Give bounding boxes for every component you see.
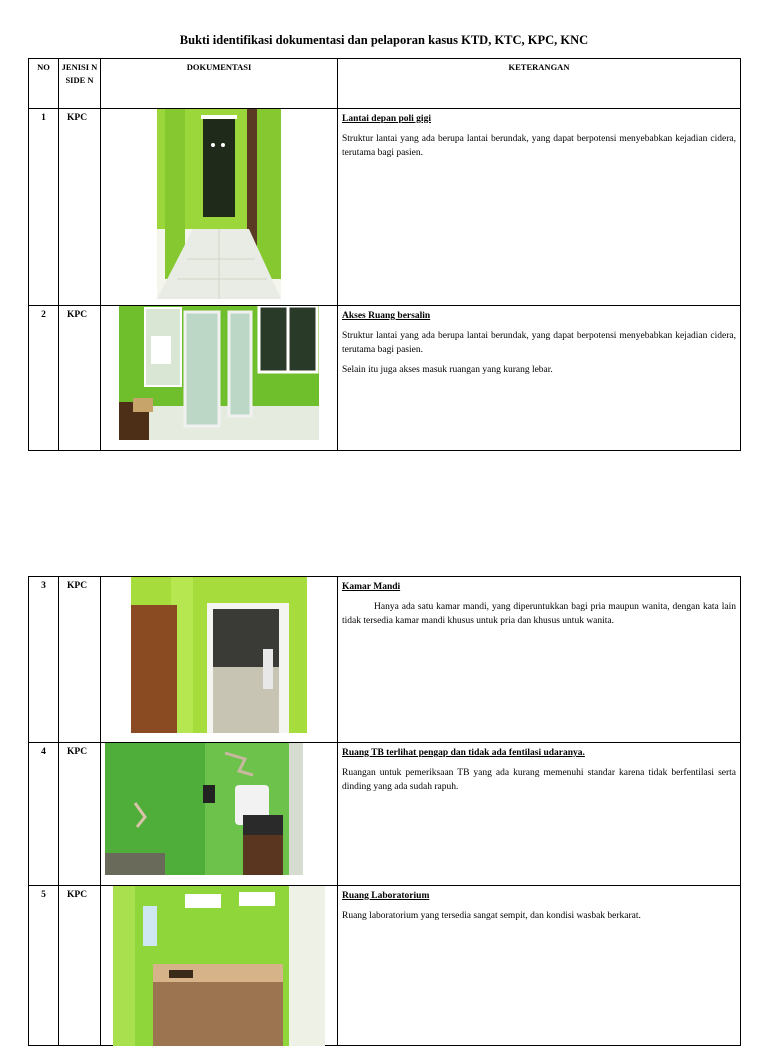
table-row (29, 306, 741, 451)
row-number: 1 (29, 109, 59, 306)
report-table-1 (28, 58, 741, 451)
description-paragraph: Struktur lantai yang ada berupa lantai berundak, yang dapat berpotensi menyebabkan kejadian cidera, terutama bagi pasien. (342, 331, 736, 355)
table-row (29, 886, 741, 1046)
table-row (29, 577, 741, 743)
table-row (29, 743, 741, 886)
description-heading: Ruang Laboratorium (342, 891, 430, 901)
row-number: 5 (29, 886, 59, 1046)
row-incident-type: KPC (59, 743, 101, 886)
table-row (29, 109, 741, 306)
row-incident-type: KPC (59, 886, 101, 1046)
row-number: 4 (29, 743, 59, 886)
description-paragraph: Selain itu juga akses masuk ruangan yang kurang lebar. (342, 365, 553, 375)
description-paragraph: Ruangan untuk pemeriksaan TB yang ada kurang memenuhi standar karena tidak berfentilasi serta dinding yang ada sudah rapuh. (342, 768, 736, 792)
report-table-2 (28, 576, 741, 1046)
table-header-row (29, 59, 741, 109)
row-documentation (101, 886, 338, 1046)
header-no: NO (29, 59, 59, 109)
description-heading: Kamar Mandi (342, 582, 401, 592)
row-description (338, 577, 741, 743)
laboratory-photo (113, 886, 325, 1046)
row-incident-type: KPC (59, 109, 101, 306)
row-description (338, 886, 741, 1046)
row-number: 3 (29, 577, 59, 743)
row-documentation (101, 306, 338, 451)
row-incident-type: KPC (59, 306, 101, 451)
delivery-room-entrance-photo (119, 306, 319, 440)
row-description (338, 743, 741, 886)
tb-room-photo (105, 743, 303, 875)
row-description (338, 306, 741, 451)
document-title: Bukti identifikasi dokumentasi dan pelaporan kasus KTD, KTC, KPC, KNC (179, 33, 589, 47)
header-jenis: JENISI NSIDE N (59, 59, 101, 109)
row-description (338, 109, 741, 306)
header-dokumentasi: DOKUMENTASI (101, 59, 338, 109)
row-documentation (101, 743, 338, 886)
description-paragraph: Ruang laboratorium yang tersedia sangat sempit, dan kondisi wasbak berkarat. (342, 911, 641, 921)
description-heading: Akses Ruang bersalin (342, 311, 431, 321)
bathroom-photo (131, 577, 307, 733)
description-heading: Ruang TB terlihat pengap dan tidak ada fentilasi udaranya. (342, 748, 585, 758)
row-documentation (101, 109, 338, 306)
row-incident-type: KPC (59, 577, 101, 743)
corridor-photo (157, 109, 281, 299)
row-documentation (101, 577, 338, 743)
header-keterangan: KETERANGAN (338, 59, 741, 109)
description-paragraph: Hanya ada satu kamar mandi, yang diperuntukkan bagi pria maupun wanita, dengan kata lain tidak tersedia kamar mandi khusus untuk pria dan khusus untuk wanita. (342, 602, 736, 626)
description-paragraph: Struktur lantai yang ada berupa lantai berundak, yang dapat berpotensi menyebabkan kejadian cidera, terutama bagi pasien. (342, 134, 736, 158)
row-number: 2 (29, 306, 59, 451)
description-heading: Lantai depan poli gigi (342, 114, 431, 124)
